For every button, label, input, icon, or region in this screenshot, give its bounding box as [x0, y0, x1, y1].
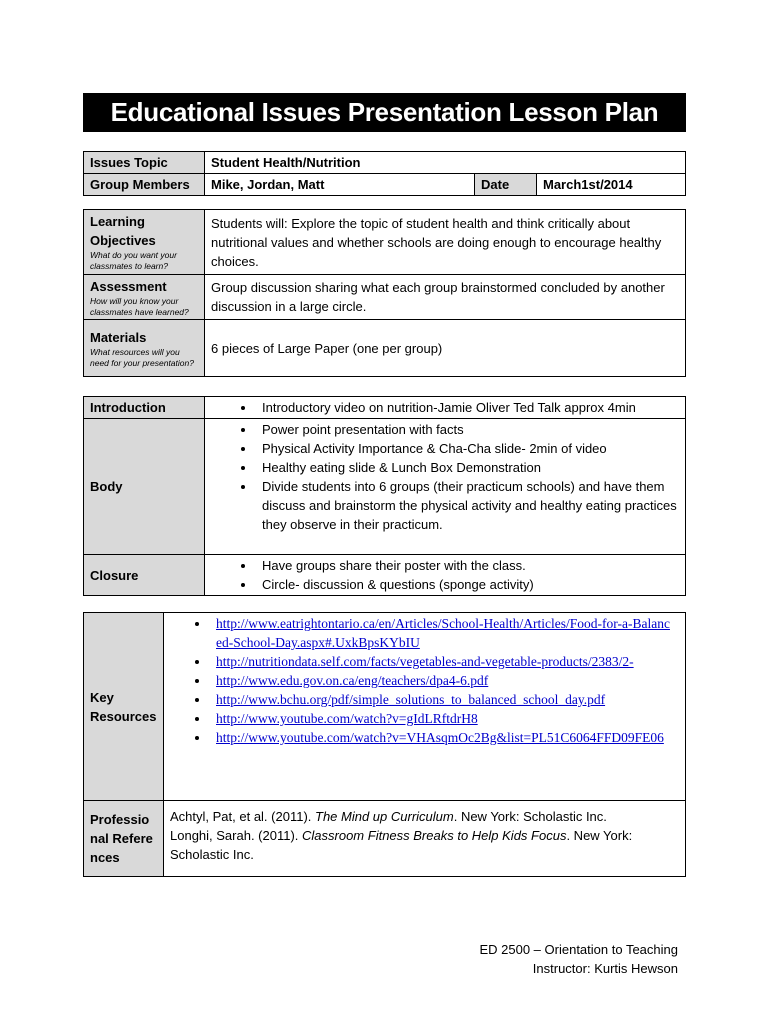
resource-link[interactable]: http://nutritiondata.self.com/facts/vegetables-and-vegetable-products/2383/2- — [216, 654, 634, 669]
resource-link[interactable]: http://www.edu.gov.on.ca/eng/teachers/dpa4-6.pdf — [216, 673, 489, 688]
key-resources-content — [164, 613, 686, 801]
resource-link[interactable]: http://www.bchu.org/pdf/simple_solutions_to_balanced_school_day.pdf — [216, 692, 606, 707]
learning-objectives-text: Students will: Explore the topic of student health and think critically about nutritional values and whether schools are doing enough to encourage healthy choices. — [205, 210, 686, 275]
list-item: • Power point presentation with facts — [256, 420, 679, 439]
page-title: Educational Issues Presentation Lesson Plan — [83, 93, 686, 132]
closure-content — [205, 555, 686, 596]
list-item: • Divide students into 6 groups (their practicum schools) and have them discuss and brainstorm the physical activity and healthy eating practices they observe in their practicum. — [256, 477, 679, 534]
group-members-label: Group Members — [84, 174, 205, 196]
course-line: ED 2500 – Orientation to Teaching — [479, 942, 678, 957]
reference-title: Classroom Fitness Breaks to Help Kids Focus — [302, 828, 567, 843]
assessment-label: Assessment — [90, 278, 167, 294]
resource-link[interactable]: http://www.youtube.com/watch?v=gIdLRftdrH8 — [216, 711, 478, 726]
resource-link-item — [210, 690, 675, 709]
date-value: March1st/2014 — [537, 174, 686, 196]
materials-cell — [84, 320, 205, 377]
reference-publisher: . New York: Scholastic Inc. — [170, 828, 633, 862]
reference-author: Longhi, Sarah. (2011). — [170, 828, 303, 843]
issues-topic-label: Issues Topic — [84, 152, 205, 174]
sections-table — [83, 396, 686, 596]
materials-label: Materials — [90, 329, 147, 345]
resource-link-item — [210, 614, 675, 652]
reference-entry — [170, 807, 679, 826]
closure-label: Closure — [84, 555, 205, 596]
reference-publisher: . New York: Scholastic Inc. — [453, 809, 607, 824]
resource-link-item — [210, 652, 675, 671]
instructor-line: Instructor: Kurtis Hewson — [532, 961, 678, 976]
resource-link-item — [210, 728, 675, 747]
issues-topic-value: Student Health/Nutrition — [205, 152, 686, 174]
introduction-list — [211, 398, 679, 417]
introduction-content — [205, 397, 686, 419]
footer — [479, 940, 678, 978]
body-list — [211, 420, 679, 534]
objectives-table — [83, 209, 686, 377]
resource-links — [170, 614, 675, 747]
resource-link-item — [210, 671, 675, 690]
assessment-cell — [84, 275, 205, 320]
materials-text: 6 pieces of Large Paper (one per group) — [205, 320, 686, 377]
reference-entry — [170, 826, 679, 864]
references-list — [170, 807, 679, 864]
key-resources-label: Key Resources — [84, 613, 164, 801]
learning-objectives-cell — [84, 210, 205, 275]
body-label: Body — [84, 419, 205, 555]
body-content — [205, 419, 686, 555]
list-item: • Circle- discussion & questions (sponge activity) — [256, 575, 679, 594]
group-members-value: Mike, Jordan, Matt — [205, 174, 475, 196]
assessment-text: Group discussion sharing what each group brainstormed concluded by another discussion in a large circle. — [205, 275, 686, 320]
closure-list — [211, 556, 679, 594]
learning-objectives-hint: What do you want your classmates to learn? — [90, 250, 177, 271]
resource-link[interactable]: http://www.eatrightontario.ca/en/Articles/School-Health/Articles/Food-for-a-Balanced-School-Day.aspx#.UxkBpsKYbIU — [216, 616, 670, 650]
professional-references-label: Professional References — [84, 801, 164, 877]
list-item: • Physical Activity Importance & Cha-Cha slide- 2min of video — [256, 439, 679, 458]
learning-objectives-label: Learning Objectives — [90, 214, 156, 248]
resource-link[interactable]: http://www.youtube.com/watch?v=VHAsqmOc2Bg&list=PL51C6064FFD09FE06 — [216, 730, 664, 745]
resource-link-item — [210, 709, 675, 728]
list-item: • Have groups share their poster with the class. — [256, 556, 679, 575]
professional-references-content — [164, 801, 686, 877]
resources-table — [83, 612, 686, 877]
materials-hint: What resources will you need for your presentation? — [90, 346, 194, 368]
reference-title: The Mind up Curriculum — [315, 809, 454, 824]
introduction-label: Introduction — [84, 397, 205, 419]
reference-author: Achtyl, Pat, et al. (2011). — [170, 809, 315, 824]
header-table — [83, 151, 686, 196]
assessment-hint: How will you know your classmates have learned? — [90, 295, 189, 317]
list-item: • Introductory video on nutrition-Jamie Oliver Ted Talk approx 4min — [256, 398, 679, 417]
date-label: Date — [475, 174, 537, 196]
list-item: • Healthy eating slide & Lunch Box Demonstration — [256, 458, 679, 477]
